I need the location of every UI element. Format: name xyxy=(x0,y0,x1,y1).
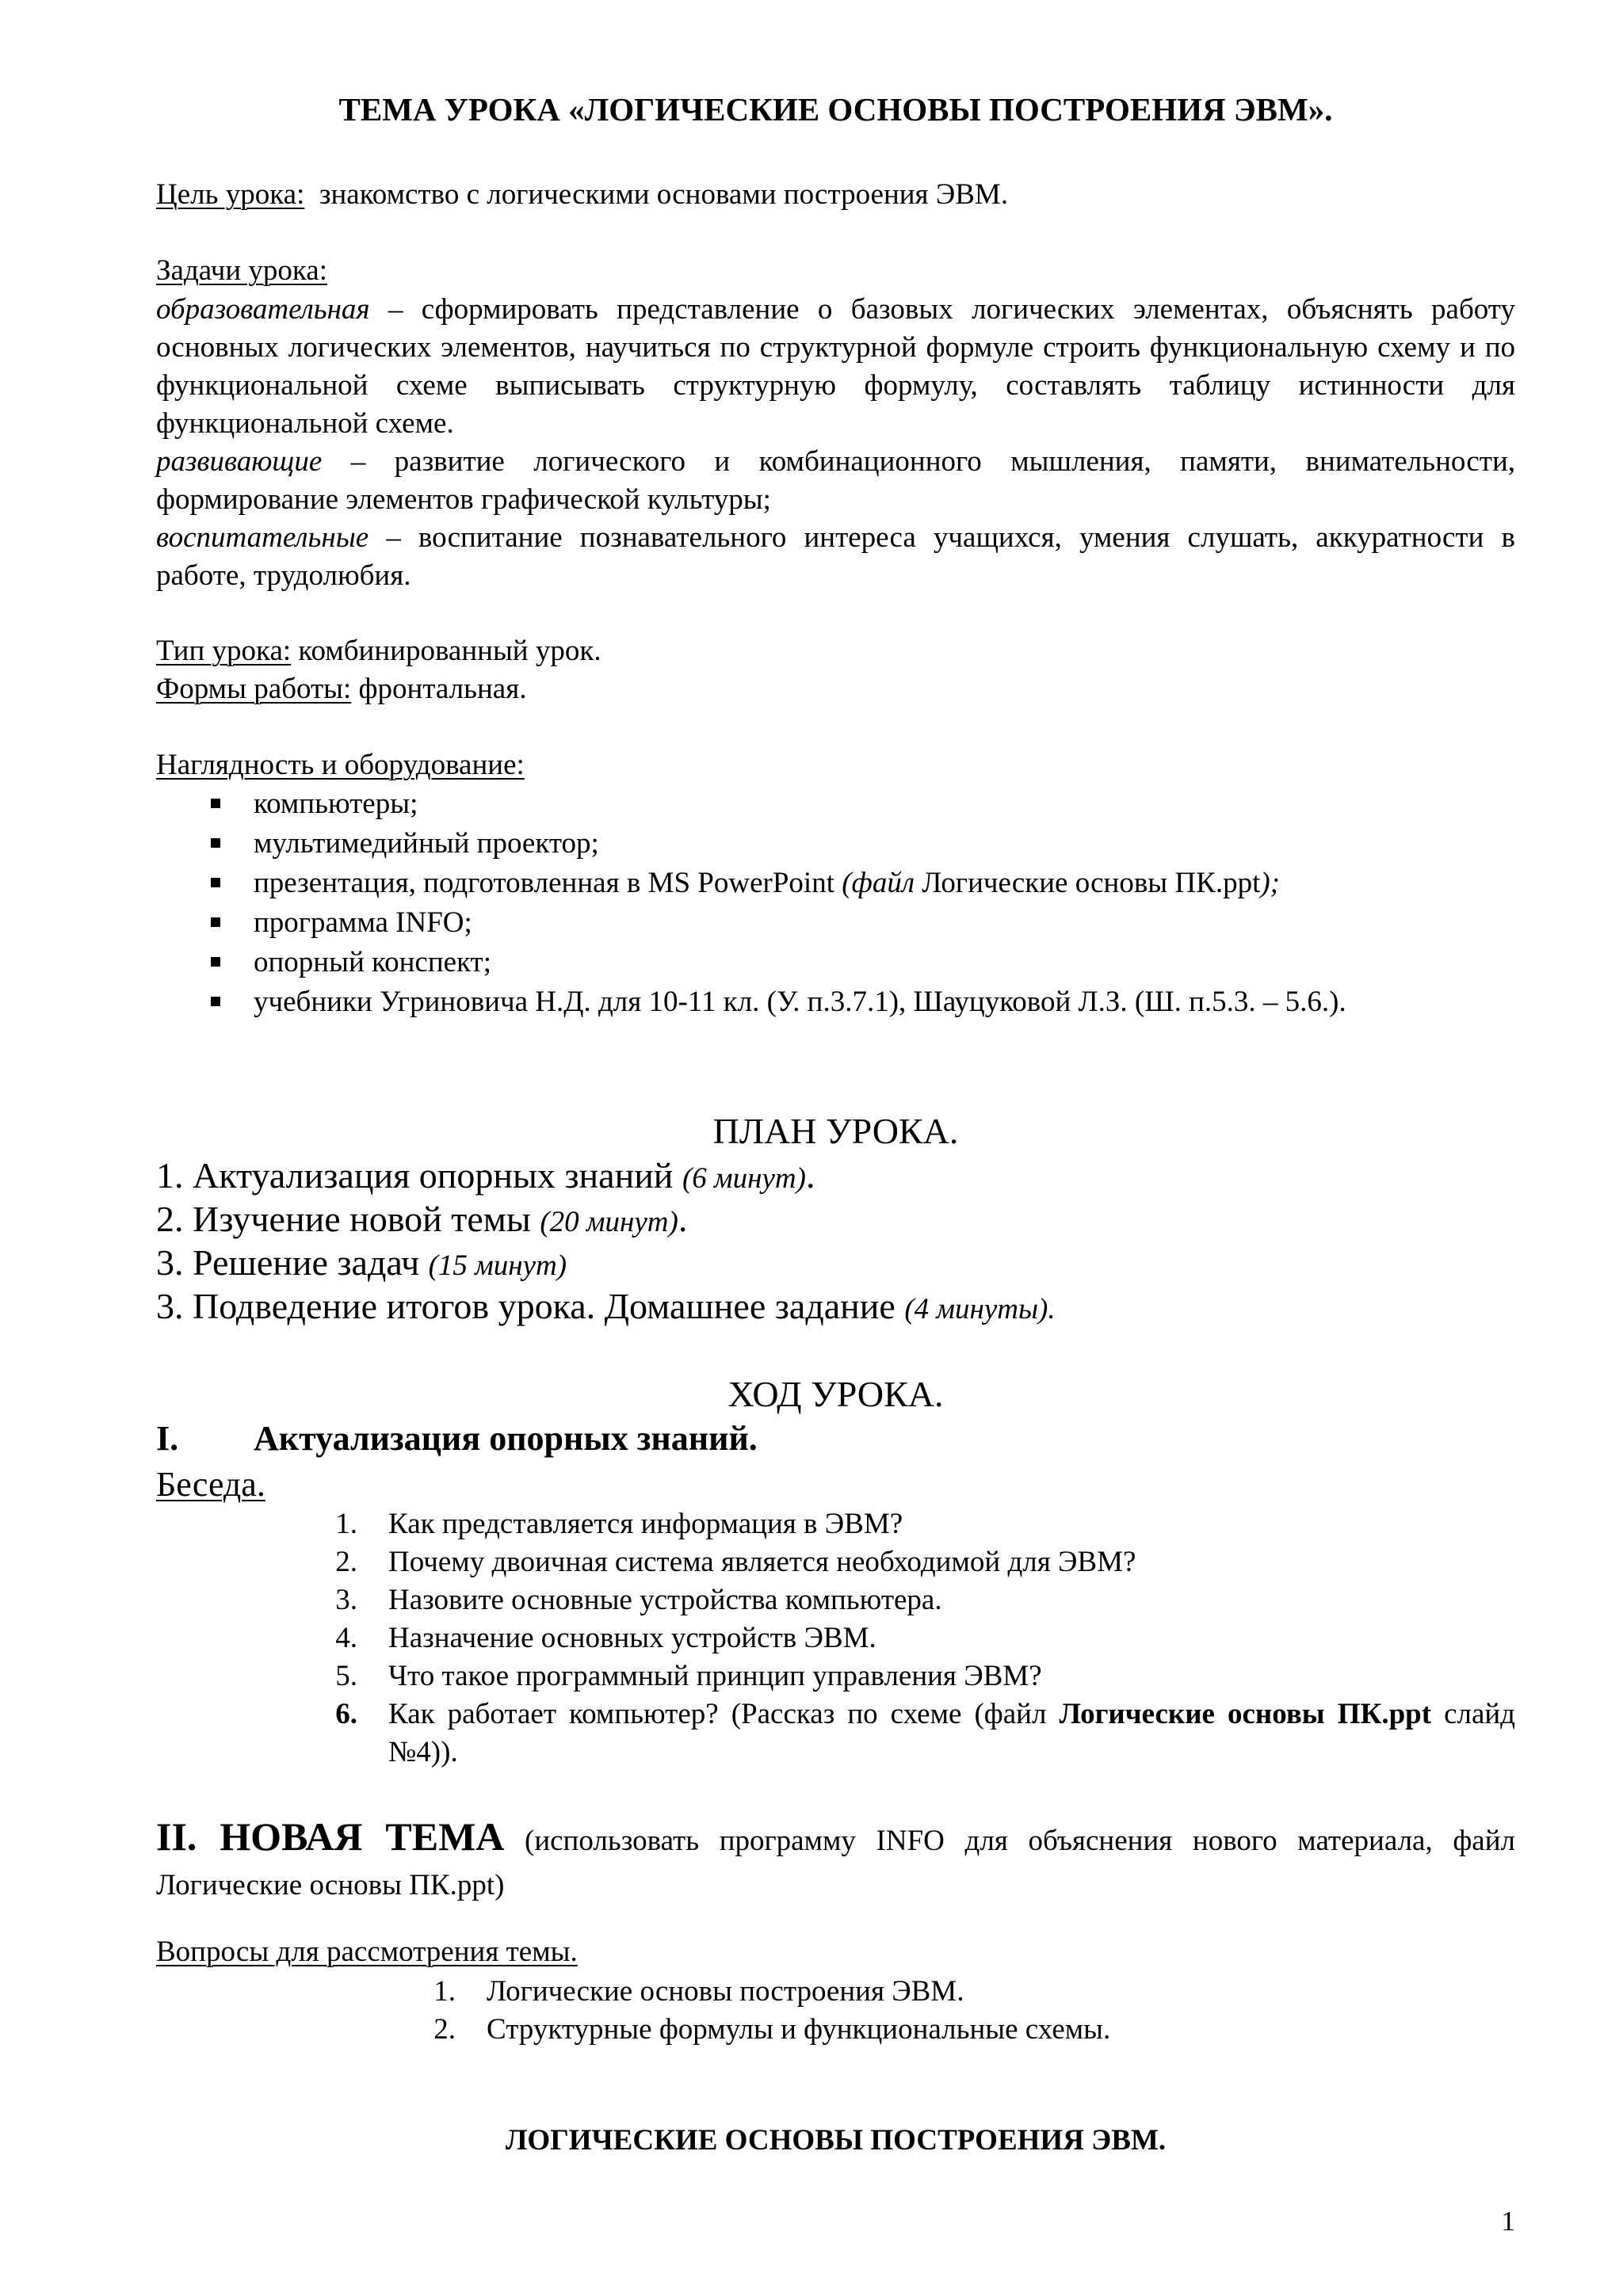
task-educational-lead: образовательная xyxy=(156,293,370,326)
lesson-type-text: комбинированный урок. xyxy=(291,635,601,667)
topic-questions-label: Вопросы для рассмотрения темы. xyxy=(156,1936,578,1968)
goal-text: знакомство с логическими основами построения ЭВМ. xyxy=(319,178,1009,211)
course-title: ХОД УРОКА. xyxy=(727,1374,944,1414)
page-number: 1 xyxy=(1501,2206,1515,2237)
list-item: 1. Логические основы построения ЭВМ. xyxy=(433,1975,964,2008)
equipment-label-line xyxy=(156,746,1515,784)
section-i-number: I. xyxy=(156,1419,179,1458)
tasks-label: Задачи урока: xyxy=(156,254,328,287)
closing-heading: ЛОГИЧЕСКИЕ ОСНОВЫ ПОСТРОЕНИЯ ЭВМ. xyxy=(505,2124,1167,2157)
lesson-title: ТЕМА УРОКА «ЛОГИЧЕСКИЕ ОСНОВЫ ПОСТРОЕНИЯ ЭВМ». xyxy=(338,91,1333,128)
square-bullet-icon xyxy=(211,917,220,927)
square-bullet-icon xyxy=(211,997,220,1006)
work-forms-line xyxy=(156,670,1515,708)
new-topic-heading: II. НОВАЯ ТЕМА xyxy=(156,1814,505,1859)
task-developing xyxy=(156,443,1515,519)
task-developing-text: – развитие логического и комбинационного мышления, памяти, внимательности, формирование элементов графической культуры; xyxy=(156,445,1515,516)
plan-item: 1. Актуализация опорных знаний (6 минут). xyxy=(156,1155,815,1196)
plan-item: 3. Подведение итогов урока. Домашнее задание (4 минуты). xyxy=(156,1286,1056,1326)
task-educational xyxy=(156,291,1515,443)
square-bullet-icon xyxy=(211,878,220,887)
new-topic-text: (использовать программу INFO для объяснения нового материала, файл Логические основы ПК.ppt) xyxy=(156,1825,1515,1901)
list-item: 2. Структурные формулы и функциональные схемы. xyxy=(433,2013,1111,2046)
work-forms-text: фронтальная. xyxy=(351,673,527,705)
list-item: учебники Угриновича Н.Д. для 10-11 кл. (У. п.3.7.1), Шауцуковой Л.З. (Ш. п.5.3. – 5.6.). xyxy=(156,982,1515,1022)
task-upbringing-lead: воспитательные xyxy=(156,521,369,554)
list-item: компьютеры; xyxy=(156,784,1515,824)
topic-questions-list xyxy=(433,1973,1515,2049)
conversation-label: Беседа. xyxy=(156,1465,265,1504)
list-item: программа INFO; xyxy=(156,903,1515,943)
task-upbringing xyxy=(156,519,1515,595)
equipment-label: Наглядность и оборудование: xyxy=(156,749,525,781)
square-bullet-icon xyxy=(211,838,220,848)
task-educational-text: – сформировать представление о базовых логических элементах, объяснять работу основных логических элементов, научиться по структурной формуле строить функциональную схему и по функциональной схеме выписывать структурную формулу, составлять таблицу истинности для функциональной схеме. xyxy=(156,293,1515,440)
list-item: 1. Как представляется информация в ЭВМ? xyxy=(335,1508,903,1540)
lesson-type-label: Тип урока: xyxy=(156,635,292,667)
list-item: опорный конспект; xyxy=(156,943,1515,982)
goal-line xyxy=(156,176,1515,214)
section-i-heading xyxy=(156,1417,1515,1460)
plan-item: 2. Изучение новой темы (20 минут). xyxy=(156,1199,688,1239)
conversation-questions xyxy=(335,1505,1516,1772)
list-item: 4. Назначение основных устройств ЭВМ. xyxy=(335,1622,876,1654)
conversation-label-line xyxy=(156,1464,1515,1505)
list-item: 2. Почему двоичная система является необходимой для ЭВМ? xyxy=(335,1546,1136,1578)
square-bullet-icon xyxy=(211,957,220,967)
plan-title: ПЛАН УРОКА. xyxy=(712,1111,959,1151)
task-upbringing-text: – воспитание познавательного интереса учащихся, умения слушать, аккуратности в работе, трудолюбия. xyxy=(156,521,1515,592)
task-developing-lead: развивающие xyxy=(156,445,323,478)
work-forms-label: Формы работы: xyxy=(156,673,352,705)
square-bullet-icon xyxy=(211,799,220,808)
equipment-list xyxy=(156,784,1515,1022)
list-item: 6. Как работает компьютер? (Рассказ по схеме (файл Логические основы ПК.ppt слайд №4)). xyxy=(335,1698,1516,1768)
list-item: 3. Назовите основные устройства компьютера. xyxy=(335,1584,942,1616)
section-i-title: Актуализация опорных знаний. xyxy=(254,1419,758,1458)
plan-item: 3. Решение задач (15 минут) xyxy=(156,1242,567,1283)
topic-questions-label-line xyxy=(156,1933,1515,1971)
tasks-label-line xyxy=(156,252,1515,290)
list-item: презентация, подготовленная в MS PowerPoint (файл Логические основы ПК.ppt); xyxy=(156,864,1515,903)
list-item: 5. Что такое программный принцип управления ЭВМ? xyxy=(335,1660,1042,1692)
lesson-type-line xyxy=(156,632,1515,670)
goal-label: Цель урока: xyxy=(156,178,305,211)
list-item: мультимедийный проектор; xyxy=(156,824,1515,864)
new-topic-paragraph xyxy=(156,1814,1515,1908)
